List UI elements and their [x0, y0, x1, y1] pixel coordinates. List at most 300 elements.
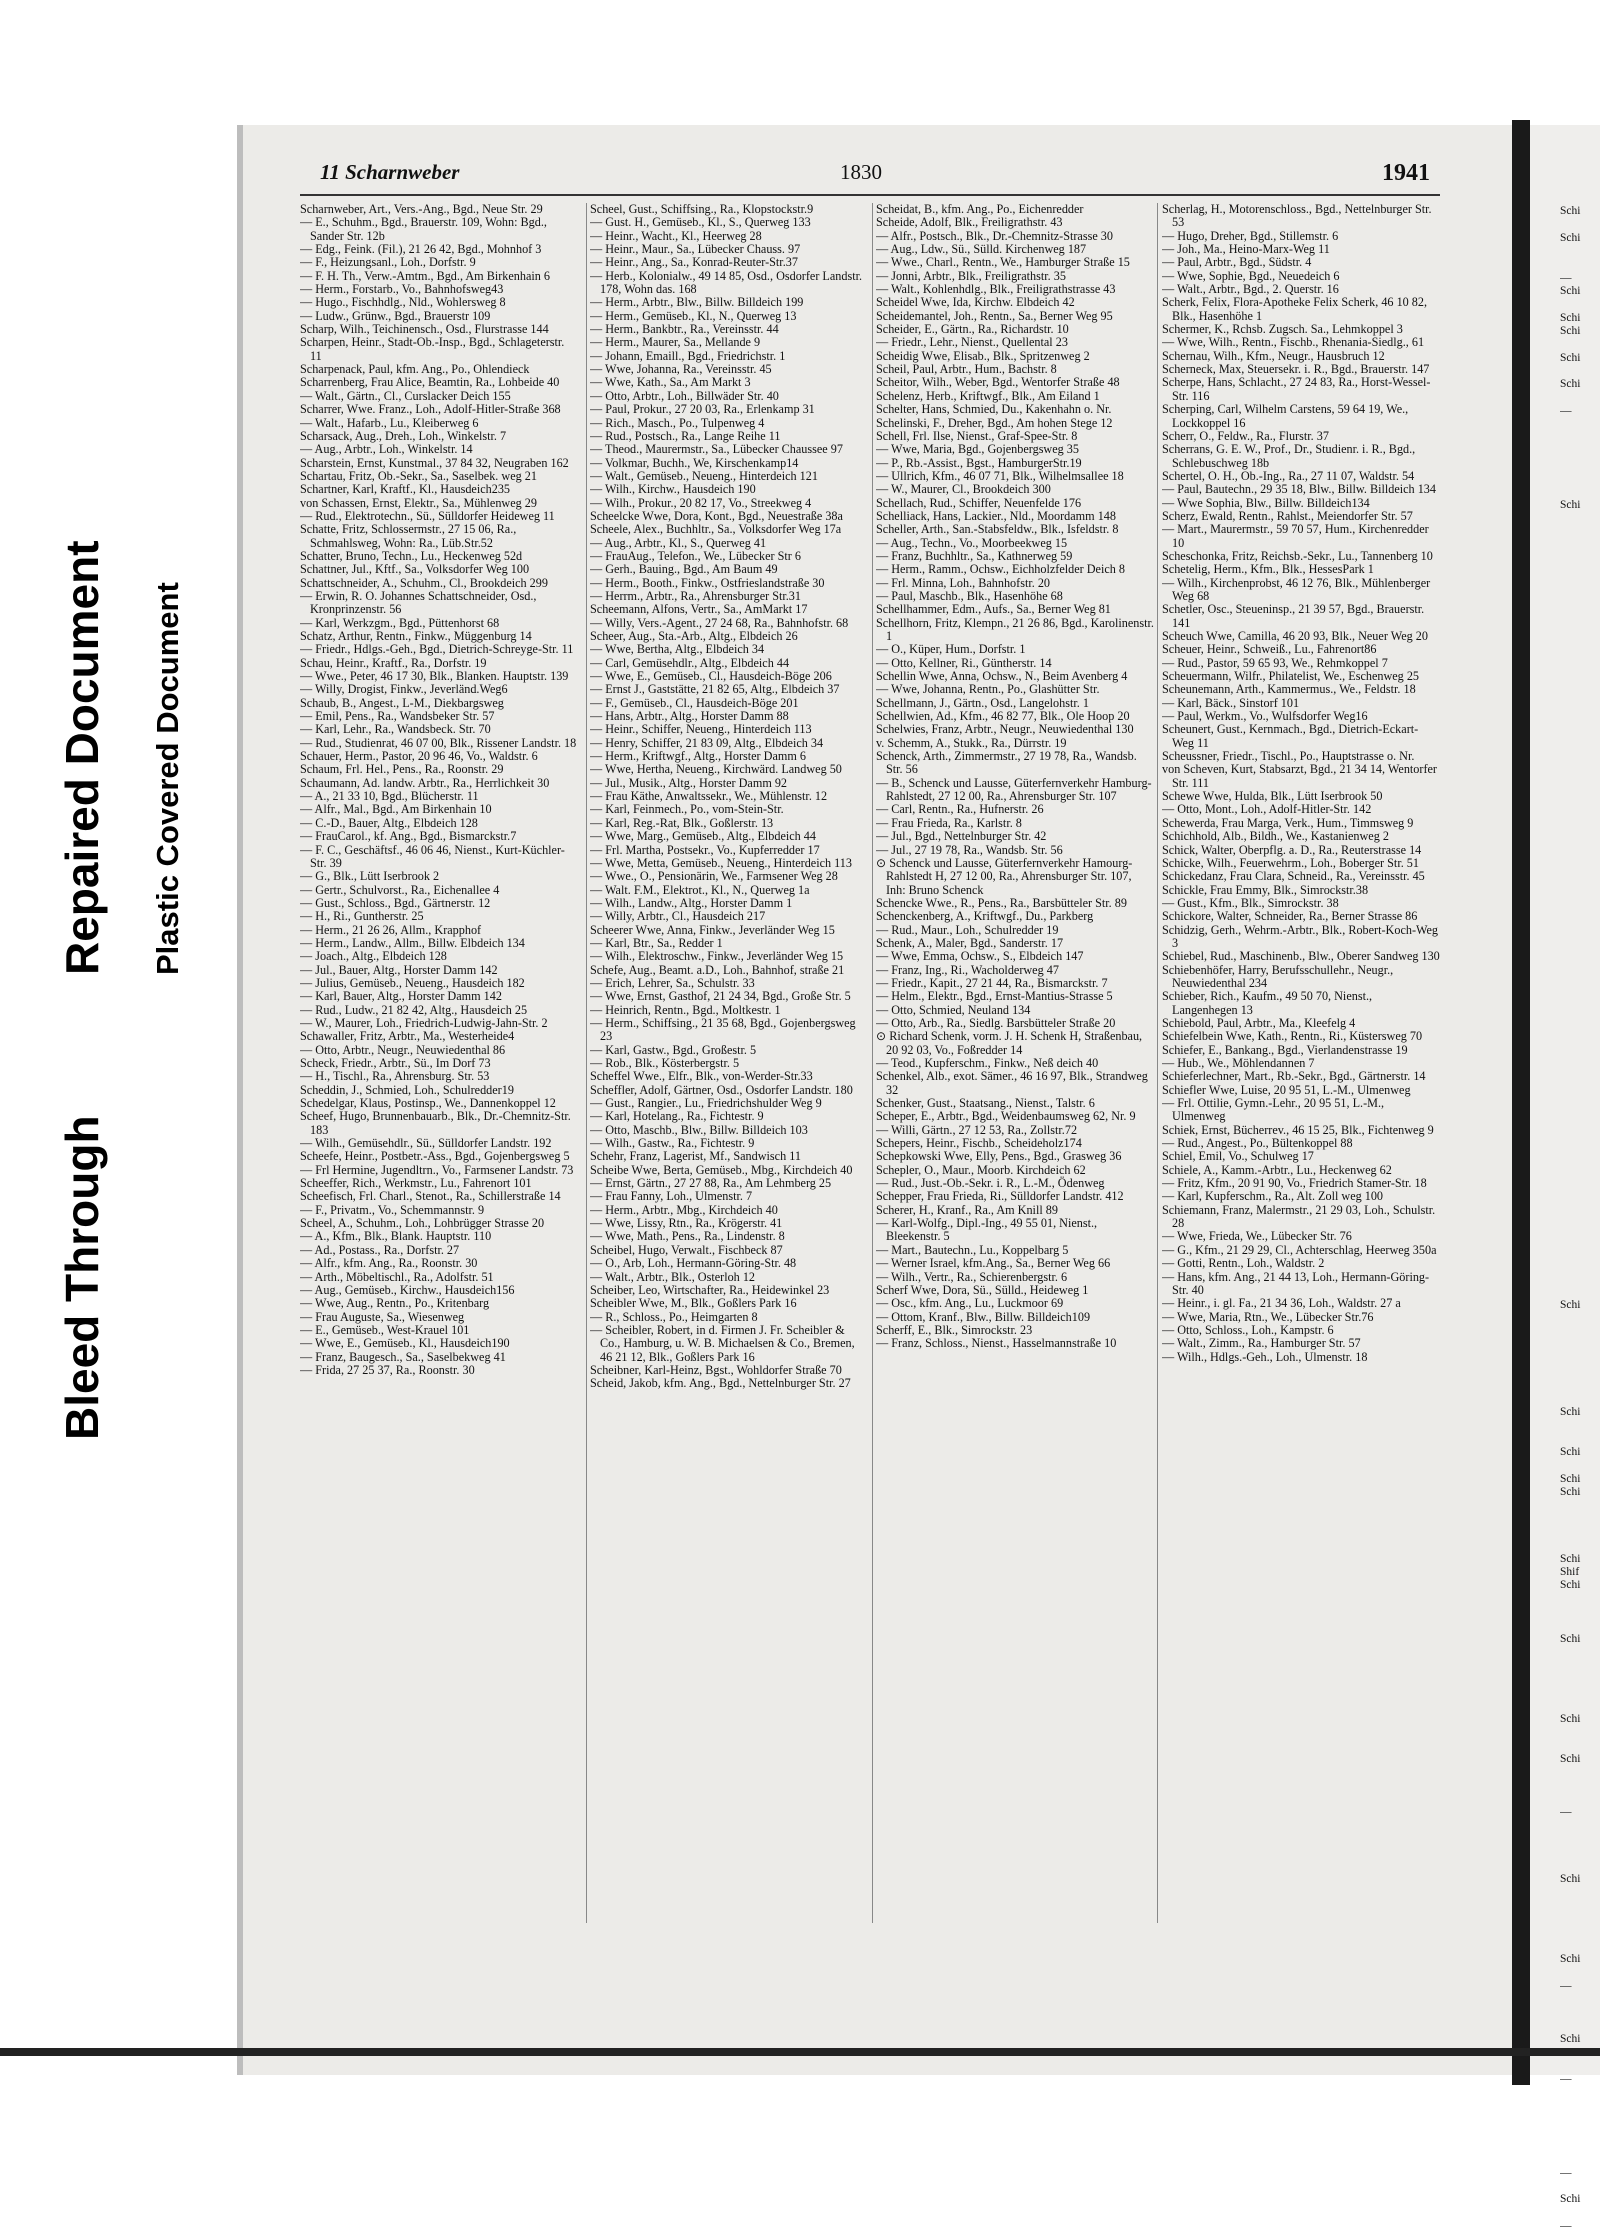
directory-entry: Scheibler Wwe, M., Blk., Goßlers Park 16 [590, 1296, 797, 1311]
next-page-fragment [1560, 1139, 1600, 1152]
next-page-fragment [1560, 1539, 1600, 1552]
next-page-fragment [1560, 1206, 1600, 1219]
directory-entry: — Frida, 27 25 37, Ra., Roonstr. 30 [300, 1362, 475, 1377]
next-page-fragment [1560, 2060, 1600, 2073]
directory-entry: — Willi, Gärtn., 27 12 53, Ra., Zollstr.72 [876, 1122, 1078, 1137]
directory-entry: — FrauAug., Telefon., We., Lübecker Str 6 [590, 548, 801, 563]
directory-entry: Scherr, O., Feldw., Ra., Flurstr. 37 [1162, 428, 1329, 443]
directory-entry: — Jul., Musik., Altg., Horster Damm 92 [590, 775, 788, 790]
directory-entry: — F., Gemüseb., Cl., Hausdeich-Böge 201 [590, 695, 799, 710]
next-page-fragment [1560, 1673, 1600, 1686]
directory-entry: Scheidel Wwe, Ida, Kirchw. Elbdeich 42 [876, 295, 1075, 310]
directory-entry: — Jul., Bgd., Nettelnburger Str. 42 [876, 829, 1047, 844]
directory-column-1 [300, 203, 578, 1953]
directory-entry: — Walt. F.M., Elektrot., Kl., N., Querweg 1a [590, 882, 810, 897]
directory-entry: Schick, Walter, Oberpflg. a. D., Ra., Reuterstrasse 14 [1162, 842, 1422, 857]
next-page-fragment [1560, 805, 1600, 818]
next-page-fragment [1560, 432, 1600, 445]
directory-entry: — Karl, Gastw., Bgd., Großestr. 5 [590, 1042, 757, 1057]
directory-entry: — Wilh., Elektroschw., Finkw., Jeverländer Weg 15 [590, 949, 844, 964]
next-page-fragment [1560, 419, 1600, 432]
next-page-fragment [1560, 1940, 1600, 1953]
directory-entry: Schermer, K., Rchsb. Zugsch. Sa., Lehmkoppel 3 [1162, 322, 1403, 337]
directory-entry: — F., Privatm., Vo., Schemmannstr. 9 [300, 1202, 485, 1217]
directory-entry: — Wwe Sophia, Blw., Billw. Billdeich134 [1162, 495, 1370, 510]
directory-entry: — Erich, Lehrer, Sa., Schulstr. 33 [590, 975, 755, 990]
directory-entry: Scherf Wwe, Dora, Sü., Sülld., Heideweg 1 [876, 1282, 1089, 1297]
next-page-fragment [1560, 1700, 1600, 1713]
directory-entry: Scheefisch, Frl. Charl., Stenot., Ra., Schillerstraße 14 [300, 1189, 561, 1204]
directory-entry: — F. H. Th., Verw.-Amtm., Bgd., Am Birkenhain 6 [300, 268, 550, 283]
directory-entry: Schepers, Heinr., Fischb., Scheideholz174 [876, 1136, 1082, 1151]
directory-entry: Scharrer, Wwe. Franz., Loh., Adolf-Hitler-Straße 368 [300, 402, 561, 417]
next-page-fragment [1560, 846, 1600, 859]
directory-entry: Schatter, Bruno, Techn., Lu., Heckenweg 52d [300, 548, 523, 563]
directory-entry: — Wwe, Wilh., Rentn., Fischb., Rhenania-Siedlg., 61 [1162, 335, 1425, 350]
next-page-fragment: Schi [1560, 1472, 1581, 1485]
directory-entry: Schickore, Walter, Schneider, Ra., Berner Strasse 86 [1162, 909, 1418, 924]
directory-entry: — Willy, Vers.-Agent., 27 24 68, Ra., Bahnhofstr. 68 [590, 615, 849, 630]
next-page-fragment: Schi [1560, 1953, 1581, 1966]
directory-entry: — Frl. Minna, Loh., Bahnhofstr. 20 [876, 575, 1051, 590]
directory-entry: Scharsack, Aug., Dreh., Loh., Winkelstr. 7 [300, 428, 507, 443]
directory-entry: — Karl, Werkzgm., Bgd., Püttenhorst 68 [300, 615, 500, 630]
directory-entry: — Ernst, Gärtn., 27 27 88, Ra., Am Lehmberg 25 [590, 1176, 832, 1191]
directory-entry: Schiefelbein Wwe, Kath., Rentn., Ri., Küstersweg 70 [1162, 1029, 1423, 1044]
directory-entry: Schidzig, Gerh., Wehrm.-Arbtr., Blk., Robert-Koch-Weg 3 [1162, 922, 1439, 950]
directory-entry: Schaub, B., Angest., L-M., Diekbargsweg [300, 695, 504, 710]
directory-entry: — Herm., Landw., Allm., Billw. Elbdeich 134 [300, 935, 525, 950]
directory-entry: Scheussner, Friedr., Tischl., Po., Hauptstrasse o. Nr. [1162, 749, 1415, 764]
directory-entry: Scharpen, Heinr., Stadt-Ob.-Insp., Bgd., Schlageterstr. 11 [300, 335, 565, 363]
directory-entry: — Gerh., Bauing., Bgd., Am Baum 49 [590, 562, 778, 577]
next-page-fragment [1560, 1099, 1600, 1112]
next-page-fragment [1560, 1433, 1600, 1446]
directory-entry: — Gust., Kfm., Blk., Simrockstr. 38 [1162, 895, 1339, 910]
next-page-fragment [1560, 1926, 1600, 1939]
directory-entry: Schicke, Wilh., Feuerwehrm., Loh., Boberger Str. 51 [1162, 855, 1419, 870]
directory-entry: — Carl, Gemüsehdlr., Altg., Elbdeich 44 [590, 655, 790, 670]
next-page-fragment [1560, 1339, 1600, 1352]
directory-entry: Scheitor, Wilh., Weber, Bgd., Wentorfer Straße 48 [876, 375, 1120, 390]
next-page-fragment: Schi [1560, 1552, 1581, 1565]
directory-entry: — Rud., Ludw., 21 82 42, Altg., Hausdeich 25 [300, 1002, 528, 1017]
directory-entry: — Aug., Ldw., Sü., Sülld. Kirchenweg 187 [876, 242, 1087, 257]
directory-entry: — Karl, Lehr., Ra., Wandsbeck. Str. 70 [300, 722, 491, 737]
next-page-fragment: — [1560, 2166, 1572, 2179]
directory-entry: — Herm., Maurer, Sa., Mellande 9 [590, 335, 761, 350]
directory-entry: Schewe Wwe, Hulda, Blk., Lütt Iserbrook 50 [1162, 789, 1383, 804]
directory-entry: — Karl, Feinmech., Po., vom-Stein-Str. [590, 802, 784, 817]
next-page-fragment [1560, 926, 1600, 939]
directory-entry: — Hans, kfm. Ang., 21 44 13, Loh., Hermann-Göring-Str. 40 [1162, 1269, 1430, 1297]
directory-entry: — Wilh., Vertr., Ra., Schierenbergstr. 6 [876, 1269, 1068, 1284]
directory-entry: Schattschneider, A., Schuhm., Cl., Brookdeich 299 [300, 575, 548, 590]
next-page-fragment [1560, 632, 1600, 645]
next-page-fragment [1560, 1353, 1600, 1366]
directory-entry: — Paul, Prokur., 27 20 03, Ra., Erlenkamp 31 [590, 402, 815, 417]
side-labels [55, 250, 185, 1440]
directory-entry: Schattner, Jul., Kftf., Sa., Volksdorfer Weg 100 [300, 562, 530, 577]
directory-entry: Scharrenberg, Frau Alice, Beamtin, Ra., Lohbeide 40 [300, 375, 560, 390]
directory-entry: Scheschonka, Fritz, Reichsb.-Sekr., Lu., Tannenberg 10 [1162, 548, 1433, 563]
next-page-fragment: Shif [1560, 1566, 1580, 1579]
directory-entry: Schepler, O., Maur., Moorb. Kirchdeich 62 [876, 1162, 1086, 1177]
directory-entry: Scherneck, Max, Steuersekr. i. R., Bgd., Brauerstr. 147 [1162, 362, 1430, 377]
directory-entry: — Herm., Kriftwgf., Altg., Horster Damm 6 [590, 749, 806, 764]
directory-entry: — Wwe, Kath., Sa., Am Markt 3 [590, 375, 751, 390]
next-page-fragment [1560, 2086, 1600, 2099]
directory-entry: — FrauCarol., kf. Ang., Bgd., Bismarckstr.7 [300, 829, 517, 844]
next-page-fragment [1560, 912, 1600, 925]
directory-entry: Scheuer, Heinr., Schweiß., Lu., Fahrenort86 [1162, 642, 1377, 657]
directory-entry: — Franz, Ing., Ri., Wacholderweg 47 [876, 962, 1059, 977]
next-page-fragment [1560, 1032, 1600, 1045]
directory-entry: — Rud., Angest., Po., Bültenkoppel 88 [1162, 1136, 1353, 1151]
directory-column-4 [1162, 203, 1440, 1953]
directory-entry: — Paul, Arbtr., Bgd., Südstr. 4 [1162, 255, 1312, 270]
directory-entry: Schefe, Aug., Beamt. a.D., Loh., Bahnhof, straße 21 [590, 962, 845, 977]
directory-entry: — G., Blk., Lütt Iserbrook 2 [300, 869, 440, 884]
next-page-fragment [1560, 979, 1600, 992]
directory-entry: Scheuch Wwe, Camilla, 46 20 93, Blk., Neuer Weg 20 [1162, 629, 1428, 643]
directory-entry: Scherff, E., Blk., Simrockstr. 23 [876, 1322, 1033, 1337]
directory-entry: — Karl, Btr., Sa., Redder 1 [590, 935, 723, 950]
next-page-fragment [1560, 2207, 1600, 2220]
directory-entry: — Walt., Arbtr., Blk., Osterloh 12 [590, 1269, 756, 1284]
next-page-fragment [1560, 2113, 1600, 2126]
directory-entry: — Wilh., Kirchenprobst, 46 12 76, Blk., Mühlenberger Weg 68 [1162, 575, 1431, 603]
directory-entry: — Gust. H., Gemüseb., Kl., S., Querweg 133 [590, 215, 811, 230]
next-page-fragment [1560, 712, 1600, 725]
next-page-fragment: Schi [1560, 205, 1581, 217]
directory-entry: Schenck, Arth., Zimmermstr., 27 19 78, Ra., Wandsb. Str. 56 [876, 749, 1137, 777]
directory-entry: Schelenz, Herb., Kriftwgf., Blk., Am Eiland 1 [876, 388, 1100, 403]
next-page-fragment [1560, 1820, 1600, 1833]
directory-entry: — Otto, Schloss., Loh., Kampstr. 6 [1162, 1322, 1334, 1337]
next-page-fragment: — [1560, 2073, 1572, 2086]
next-page-fragment [1560, 952, 1600, 965]
directory-entry: Schelliack, Hans, Lackier., Nld., Moordamm 148 [876, 508, 1116, 523]
directory-entry: Schedelgar, Klaus, Postinsp., We., Dannenkoppel 12 [300, 1096, 556, 1111]
next-page-fragment [1560, 1766, 1600, 1779]
next-page-fragment [1560, 1232, 1600, 1245]
directory-entry: — Willy, Arbtr., Cl., Hausdeich 217 [590, 909, 766, 924]
directory-entry: Scheemann, Alfons, Vertr., Sa., AmMarkt 17 [590, 602, 808, 617]
directory-entry: — O., Arb, Loh., Hermann-Göring-Str. 48 [590, 1256, 797, 1271]
directory-entry: — Willy, Drogist, Finkw., Jeverländ.Weg6 [300, 682, 508, 697]
directory-entry: — Walt., Zimm., Ra., Hamburger Str. 57 [1162, 1336, 1361, 1351]
next-page-fragment [1560, 1326, 1600, 1339]
next-page-fragment [1560, 2153, 1600, 2166]
next-page-fragment [1560, 1192, 1600, 1205]
next-page-fragment [1560, 1846, 1600, 1859]
next-page-fragment [1560, 1793, 1600, 1806]
directory-entry: — Herm., 21 26 26, Allm., Krapphof [300, 922, 482, 937]
directory-entry: Schellach, Rud., Schiffer, Neuenfelde 176 [876, 495, 1082, 510]
directory-entry: — Alfr., Postsch., Blk., Dr.-Chemnitz-Strasse 30 [876, 228, 1113, 243]
header-running-head: 11 Scharnweber [320, 160, 460, 184]
directory-entry: Schartner, Karl, Kraftf., Kl., Hausdeich235 [300, 482, 511, 497]
next-page-fragment [1560, 1286, 1600, 1299]
directory-entry: Schiel, Emil, Vo., Schulweg 17 [1162, 1149, 1314, 1164]
next-page-fragment [1560, 699, 1600, 712]
next-page-fragment [1560, 1780, 1600, 1793]
directory-entry: Schepkowski Wwe, Elly, Pens., Bgd., Grasweg 36 [876, 1149, 1122, 1164]
directory-entry: Scheunemann, Arth., Kammermus., We., Feldstr. 18 [1162, 682, 1416, 697]
directory-entry: Schenk, A., Maler, Bgd., Sanderstr. 17 [876, 935, 1064, 950]
next-page-fragment [1560, 579, 1600, 592]
next-page-fragment [1560, 2006, 1600, 2019]
directory-entry: Scheibner, Karl-Heinz, Bgst., Wohldorfer Straße 70 [590, 1362, 842, 1377]
next-page-fragment [1560, 939, 1600, 952]
next-page-fragment [1560, 1913, 1600, 1926]
directory-entry: — Alfr., Mal., Bgd., Am Birkenhain 10 [300, 802, 492, 817]
directory-entry: — Gust., Schloss., Bgd., Gärtnerstr. 12 [300, 895, 491, 910]
directory-entry: — Frl. Martha, Postsekr., Vo., Kupferredder 17 [590, 842, 820, 857]
directory-entry: — Wwe., O., Pensionärin, We., Farmsener Weg 28 [590, 869, 838, 884]
next-page-fragment [1560, 1126, 1600, 1139]
next-page-fragment [1560, 1860, 1600, 1873]
directory-entry: — Frau Fanny, Loh., Ulmenstr. 7 [590, 1189, 753, 1204]
directory-entry: — Mart., Bautechn., Lu., Koppelbarg 5 [876, 1242, 1069, 1257]
directory-entry: Schellin Wwe, Anna, Ochsw., N., Beim Avenberg 4 [876, 669, 1128, 684]
directory-entry: — Ernst J., Gaststätte, 21 82 65, Altg., Elbdeich 37 [590, 682, 840, 697]
next-page-fragment [1560, 392, 1600, 405]
directory-entry: Schencke Wwe., R., Pens., Ra., Barsbütteler Str. 89 [876, 895, 1127, 910]
next-page-fragment [1560, 258, 1600, 271]
next-page-fragment [1560, 2180, 1600, 2193]
next-page-fragment: Schi [1560, 2033, 1581, 2046]
directory-entry: Schertel, O. H., Ob.-Ing., Ra., 27 11 07, Waldstr. 54 [1162, 468, 1415, 483]
next-page-fragment: Schi [1560, 311, 1581, 324]
next-page-fragment [1560, 2140, 1600, 2153]
directory-entry: — Carl, Rentn., Ra., Hufnerstr. 26 [876, 802, 1044, 817]
directory-entry: Schellwien, Ad., Kfm., 46 82 77, Blk., Ole Hoop 20 [876, 709, 1130, 724]
directory-entry: — Heinrich, Rentn., Bgd., Moltkestr. 1 [590, 1002, 781, 1017]
directory-entry: — Heinr., Ang., Sa., Konrad-Reuter-Str.37 [590, 255, 798, 270]
next-page-fragment [1560, 1646, 1600, 1659]
directory-entry: — Karl, Reg.-Rat, Blk., Goßlerstr. 13 [590, 815, 774, 830]
next-page-fragment [1560, 899, 1600, 912]
next-page-fragment [1560, 1313, 1600, 1326]
next-page-fragment [1560, 1526, 1600, 1539]
next-page-fragment [1560, 485, 1600, 498]
directory-entry: — Herm., Bankbtr., Ra., Vereinsstr. 44 [590, 322, 779, 337]
directory-entry: — Karl, Bauer, Altg., Horster Damm 142 [300, 989, 502, 1004]
next-page-fragment: Schi [1560, 1445, 1581, 1458]
directory-entry: — E., Schuhm., Bgd., Brauerstr. 109, Wohn: Bgd., Sander Str. 12b [300, 215, 547, 243]
next-page-fragment [1560, 565, 1600, 578]
directory-entry: Schetler, Osc., Steueninsp., 21 39 57, Bgd., Brauerstr. 141 [1162, 602, 1425, 630]
directory-entry: Scheller, Arth., San.-Stabsfeldw., Blk., Isfeldstr. 8 [876, 522, 1119, 537]
next-page-fragment [1560, 1366, 1600, 1379]
directory-entry: — Friedr., Kapit., 27 21 44, Ra., Bismarckstr. 7 [876, 975, 1108, 990]
directory-entry: Schelwies, Franz, Arbtr., Neugr., Neuwiedenthal 130 [876, 722, 1134, 737]
directory-entry: Schiefer, E., Bankang., Bgd., Vierlandenstrasse 19 [1162, 1042, 1408, 1057]
directory-entry: — Wwe, Marg., Gemüseb., Altg., Elbdeich 44 [590, 829, 816, 844]
directory-entry: — Hans, Arbtr., Altg., Horster Damm 88 [590, 709, 789, 724]
directory-entry: — Karl, Kupferschm., Ra., Alt. Zoll weg 100 [1162, 1189, 1384, 1204]
directory-entry: — Joach., Altg., Elbdeich 128 [300, 949, 447, 964]
next-page-fragment [1560, 1513, 1600, 1526]
directory-entry: — Heinr., i. gl. Fa., 21 34 36, Loh., Waldstr. 27 a [1162, 1296, 1401, 1311]
next-page-fragment: Schi [1560, 2193, 1581, 2206]
next-page-fragment [1560, 1259, 1600, 1272]
directory-entry: Scheiber, Leo, Wirtschafter, Ra., Heidewinkel 23 [590, 1282, 830, 1297]
next-page-fragment [1560, 1499, 1600, 1512]
directory-entry: — Franz, Baugesch., Sa., Saselbekweg 41 [300, 1349, 506, 1364]
directory-entry: — Wwe, Frieda, We., Lübecker Str. 76 [1162, 1229, 1352, 1244]
directory-entry: — Franz, Buchhltr., Sa., Kathnerweg 59 [876, 548, 1073, 563]
next-page-fragment [1560, 792, 1600, 805]
next-page-fragment: — [1560, 1806, 1572, 1819]
directory-entry: — Herm., Arbtr., Blw., Billw. Billdeich 199 [590, 295, 804, 310]
next-page-fragment [1560, 752, 1600, 765]
next-page-fragment [1560, 1072, 1600, 1085]
next-page-fragment: Schi [1560, 1579, 1581, 1592]
next-page-fragment [1560, 472, 1600, 485]
directory-entry: — Erwin, R. O. Johannes Schattschneider, Osd., Kronprinzenstr. 56 [300, 588, 537, 617]
directory-entry: — Herm., Forstarb., Vo., Bahnhofsweg43 [300, 282, 504, 297]
directory-entry: Schiemann, Franz, Malermstr., 21 29 03, Loh., Schulstr. 28 [1162, 1202, 1436, 1231]
next-page-fragment [1560, 886, 1600, 899]
next-page-fragment [1560, 992, 1600, 1005]
directory-entry: Scheef, Hugo, Brunnenbauarb., Blk., Dr.-Chemnitz-Str. 183 [300, 1109, 571, 1137]
directory-entry: — Frau Frieda, Ra., Karlstr. 8 [876, 815, 1022, 830]
next-page-fragment [1560, 1219, 1600, 1232]
header-rule [300, 194, 1440, 196]
directory-entry: — Helm., Elektr., Bgd., Ernst-Mantius-Strasse 5 [876, 989, 1113, 1004]
directory-entry: Scherping, Carl, Wilhelm Carstens, 59 64 19, We., Lockkoppel 16 [1162, 402, 1409, 430]
directory-entry: — Heinr., Maur., Sa., Lübecker Chauss. 97 [590, 242, 801, 257]
directory-entry: — Walt., Arbtr., Bgd., 2. Querstr. 16 [1162, 282, 1339, 297]
directory-entry: — Jul., 27 19 78, Ra., Wandsb. Str. 56 [876, 842, 1063, 857]
next-page-fragment [1560, 605, 1600, 618]
next-page-fragment [1560, 245, 1600, 258]
directory-entry: — Wilh., Gemüsehdlr., Sü., Sülldorfer Landstr. 192 [300, 1136, 552, 1151]
directory-entry: Schickedanz, Frau Clara, Schneid., Ra., Vereinsstr. 45 [1162, 869, 1425, 884]
directory-entry: Scheibe Wwe, Berta, Gemüseb., Mbg., Kirchdeich 40 [590, 1162, 853, 1177]
next-page-fragment [1560, 1593, 1600, 1606]
directory-entry: — Paul, Maschb., Blk., Hasenhöhe 68 [876, 588, 1063, 603]
directory-entry: Schatz, Arthur, Rentn., Finkw., Müggenburg 14 [300, 629, 532, 643]
directory-entry: Schauer, Herm., Pastor, 20 96 46, Vo., Waldstr. 6 [300, 749, 538, 764]
next-page-fragment [1560, 1112, 1600, 1125]
next-page-fragment: Schi [1560, 325, 1581, 338]
header-year: 1941 [1382, 160, 1430, 186]
directory-entry: Scherz, Ewald, Rentn., Rahlst., Meiendorfer Str. 57 [1162, 508, 1413, 523]
directory-entry: — Arth., Möbeltischl., Ra., Adolfstr. 51 [300, 1269, 494, 1284]
directory-entry: Schartau, Fritz, Ob.-Sekr., Sa., Saselbek. weg 21 [300, 468, 537, 483]
directory-entry: — W., Maurer, Loh., Friedrich-Ludwig-Jahn-Str. 2 [300, 1015, 548, 1030]
directory-entry: — W., Maurer, Cl., Brookdeich 300 [876, 482, 1051, 497]
next-page-fragment [1560, 1459, 1600, 1472]
directory-entry: — Edg., Feink. (Fil.), 21 26 42, Bgd., Mohnhof 3 [300, 242, 542, 257]
directory-entry: Schiebenhöfer, Harry, Berufsschullehr., Neugr., Neuwiedenthal 234 [1162, 962, 1394, 990]
next-page-fragment: Schi [1560, 1752, 1581, 1765]
directory-entry: — G., Kfm., 21 29 29, Cl., Achterschlag, Heerweg 350a [1162, 1242, 1437, 1257]
directory-entry: — Wwe, Emma, Ochsw., S., Elbdeich 147 [876, 949, 1084, 964]
directory-entry: — Friedr., Lehr., Nienst., Quellental 23 [876, 335, 1068, 350]
next-page-fragment [1560, 1273, 1600, 1286]
directory-entry: ⊙ Richard Schenk, vorm. J. H. Schenk H, Straßenbau, 20 92 03, Vo., Foßredder 14 [876, 1029, 1143, 1057]
directory-entry: — Wilh., Landw., Altg., Horster Damm 1 [590, 895, 793, 910]
directory-entry: Scherrans, G. E. W., Prof., Dr., Studienr. i. R., Bgd., Schlebuschweg 18b [1162, 442, 1416, 470]
directory-entry: — Wwe, Ernst, Gasthof, 21 24 34, Bgd., Große Str. 5 [590, 989, 851, 1004]
directory-entry: — F., Heizungsanl., Loh., Dorfstr. 9 [300, 255, 476, 270]
next-page-fragment: Schi [1560, 1486, 1581, 1498]
directory-entry: Scherer, H., Kranf., Ra., Am Knill 89 [876, 1202, 1058, 1217]
directory-entry: — Walt., Gemüseb., Neueng., Hinterdeich 121 [590, 468, 818, 483]
next-page-fragment [1560, 525, 1600, 538]
directory-entry: Schaumann, Ad. landw. Arbtr., Ra., Herrlichkeit 30 [300, 775, 550, 790]
directory-entry: — Joh., Ma., Heino-Marx-Weg 11 [1162, 242, 1330, 257]
directory-entry: — Herm., Gemüseb., Kl., N., Querweg 13 [590, 308, 797, 323]
directory-entry: — Heinr., Wacht., Kl., Heerweg 28 [590, 228, 762, 243]
next-page-fragment [1560, 365, 1600, 378]
directory-entry: — Herm., Booth., Finkw., Ostfrieslandstraße 30 [590, 575, 825, 590]
directory-entry: Schepper, Frau Frieda, Ri., Sülldorfer Landstr. 412 [876, 1189, 1124, 1204]
next-page-fragment: Schi [1560, 1405, 1581, 1418]
directory-entry: Scheider, E., Gärtn., Ra., Richardstr. 10 [876, 322, 1069, 337]
directory-entry: — Jonni, Arbtr., Blk., Freiligrathstr. 35 [876, 268, 1066, 283]
next-page-fragment [1560, 552, 1600, 565]
directory-entry: von Schassen, Ernst, Elektr., Sa., Mühlenweg 29 [300, 495, 537, 510]
directory-entry: Schichhold, Alb., Bildh., We., Kastanienweg 2 [1162, 829, 1389, 844]
next-page-fragment [1560, 592, 1600, 605]
directory-entry: — F. C., Geschäftsf., 46 06 46, Nienst., Kurt-Küchler-Str. 39 [300, 842, 565, 870]
next-page-fragment [1560, 1419, 1600, 1432]
directory-entry: — Scheibler, Robert, in d. Firmen J. Fr. Scheibler & Co., Hamburg, u. W. B. Michaelsen & Co., Bremen, 46 21 12, Blk., Goßlers Park 16 [590, 1322, 855, 1364]
directory-entry: — Jul., Bauer, Altg., Horster Damm 142 [300, 962, 498, 977]
next-page-fragment [1560, 1726, 1600, 1739]
next-page-fragment [1560, 218, 1600, 231]
next-page-fragment [1560, 1886, 1600, 1899]
directory-entry: Schenkel, Alb., exot. Sämer., 46 16 97, Blk., Strandweg 32 [876, 1069, 1148, 1097]
directory-entry: — Hugo., Fischhdlg., Nld., Wohlersweg 8 [300, 295, 506, 310]
directory-entry: Scheil, Paul, Arbtr., Hum., Bachstr. 8 [876, 362, 1057, 377]
directory-entry: — Ottom, Kranf., Blw., Billw. Billdeich109 [876, 1309, 1091, 1324]
directory-entry: Schaum, Frl. Hel., Pens., Ra., Roonstr. 29 [300, 762, 504, 777]
directory-entry: — Wwe, Metta, Gemüseb., Neueng., Hinterdeich 113 [590, 855, 852, 870]
directory-entry: — Karl-Wolfg., Dipl.-Ing., 49 55 01, Nienst., Bleekenstr. 5 [876, 1216, 1098, 1244]
directory-entry: — Aug., Arbtr., Loh., Winkelstr. 14 [300, 442, 473, 457]
directory-entry: — B., Schenck und Lausse, Güterfernverkehr Hamburg-Rahlstedt, 27 12 00, Ra., Ahrensburger Str. 107 [876, 775, 1152, 804]
directory-entry: — Wwe., Charl., Rentn., We., Hamburger Straße 15 [876, 255, 1130, 270]
next-page-fragment [1560, 859, 1600, 872]
directory-entry: — Frl. Ottilie, Gymn.-Lehr., 20 95 51, L.-M., Ulmenweg [1162, 1096, 1385, 1124]
directory-entry: — Walt., Hafarb., Lu., Kleiberweg 6 [300, 415, 479, 430]
directory-entry: Scharpenack, Paul, kfm. Ang., Po., Ohlendieck [300, 362, 530, 377]
directory-entry: Scheidig Wwe, Elisab., Blk., Spritzenweg 2 [876, 348, 1090, 363]
next-page-fragment [1560, 739, 1600, 752]
directory-entry: — Rich., Masch., Po., Tulpenweg 4 [590, 415, 765, 430]
directory-entry: Scharp, Wilh., Teichinensch., Osd., Flurstrasse 144 [300, 322, 549, 337]
directory-entry: Scheefe, Heinr., Postbetr.-Ass., Bgd., Gojenbergsweg 5 [300, 1149, 570, 1164]
directory-entry: — Hugo, Dreher, Bgd., Stillemstr. 6 [1162, 228, 1339, 243]
next-page-fragment [1560, 338, 1600, 351]
directory-entry: Scherlag, H., Motorenschloss., Bgd., Nettelnburger Str. 53 [1162, 203, 1432, 230]
next-page-fragment [1560, 1393, 1600, 1406]
directory-entry: — Fritz, Kfm., 20 91 90, Vo., Friedrich Stamer-Str. 18 [1162, 1176, 1427, 1191]
next-page-fragment: Schi [1560, 1872, 1581, 1885]
directory-entry: — H., Tischl., Ra., Ahrensburg. Str. 53 [300, 1069, 490, 1084]
directory-entry: — Herm., Ramm., Ochsw., Eichholzfelder Deich 8 [876, 562, 1125, 577]
directory-entry: Scheelcke Wwe, Dora, Kont., Bgd., Neuestraße 38a [590, 508, 843, 523]
directory-entry: Scheid, Jakob, kfm. Ang., Bgd., Nettelnburger Str. 27 [590, 1376, 851, 1391]
directory-entry: — Wwe, Johanna, Ra., Vereinsstr. 45 [590, 362, 772, 377]
